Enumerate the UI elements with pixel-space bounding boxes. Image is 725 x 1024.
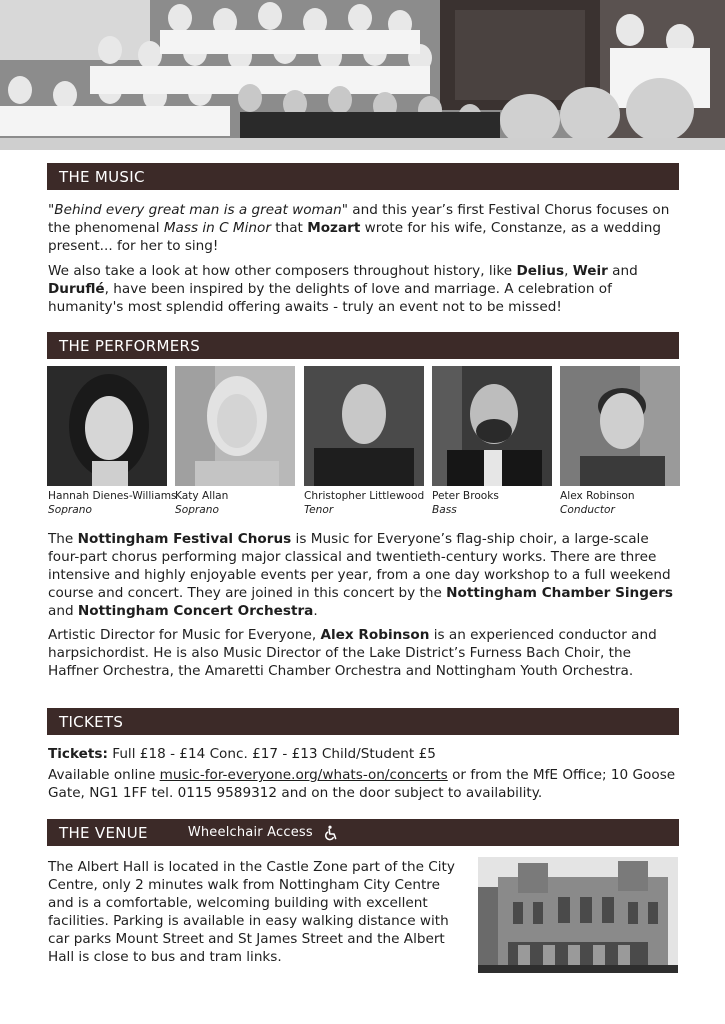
about-director-paragraph	[48, 626, 680, 680]
text-run: and	[607, 263, 638, 279]
performer-photo-hannah	[47, 366, 167, 486]
text-run: Tickets:	[48, 746, 108, 762]
performer-caption	[432, 489, 562, 517]
music-paragraph-1	[48, 201, 680, 255]
section-header-tickets	[47, 708, 679, 735]
section-title: THE VENUE	[59, 823, 148, 842]
text-run: Mozart	[307, 220, 361, 236]
text-run: "Behind every great man is a great woman"	[48, 202, 348, 218]
performer-name: Katy Allan	[175, 490, 229, 502]
concerts-link[interactable]: music-for-everyone.org/whats-on/concerts	[159, 767, 448, 783]
performer-name: Alex Robinson	[560, 490, 635, 502]
text-run: Nottingham Festival Chorus	[77, 531, 292, 547]
text-run: Nottingham Chamber Singers	[446, 585, 673, 601]
performer-caption	[48, 489, 178, 517]
performer-role: Soprano	[175, 504, 219, 516]
text-run: is an experienced conductor and harpsichordist. He is also Music Director of the Lake District’s Furness Bach Choir, the Haffner Orchestra, the Amaretti Chamber Orchestra and Nottingham Youth Orchestra.	[48, 627, 657, 679]
performer-role: Tenor	[304, 504, 334, 516]
text-run: Alex Robinson	[320, 627, 430, 643]
venue-description: The Albert Hall is located in the Castle Zone part of the City Centre, only 2 minutes walk from Nottingham City Centre and is a comfortable, welcoming building with excellent facilities. Parking is available in easy walking distance with car parks Mount Street and St James Street and the Albert Hall is close to bus and tram links.	[48, 859, 455, 965]
performer-name: Peter Brooks	[432, 490, 499, 502]
performer-name: Hannah Dienes-Williams	[48, 490, 177, 502]
performer-name: Christopher Littlewood	[304, 490, 425, 502]
music-paragraph-2	[48, 262, 680, 316]
text-run: Mass in C Minor	[163, 220, 271, 236]
performer-photo-katy	[175, 366, 295, 486]
text-run: Artistic Director for Music for Everyone,	[48, 627, 321, 643]
performer-caption	[175, 489, 305, 517]
text-run: We also take a look at how other composers throughout history, like	[48, 263, 517, 279]
choir-banner-photo	[0, 0, 725, 150]
text-run: Weir	[572, 263, 608, 279]
text-run: Available online	[48, 767, 160, 783]
text-run: Delius	[516, 263, 565, 279]
albert-hall-photo	[478, 857, 678, 973]
text-run: and this year’s first Festival Chorus focuses on the phenomenal	[48, 202, 670, 236]
section-header-music	[47, 163, 679, 190]
text-run: , have been inspired by the delights of love and marriage. A celebration of humanity's most splendid offering awaits - truly an event not to be missed!	[48, 281, 612, 315]
section-title: THE MUSIC	[59, 167, 145, 186]
text-run: wrote for his wife, Constanze, as a wedding present... for her to sing!	[48, 220, 661, 254]
performer-role: Bass	[432, 504, 457, 516]
text-run: The	[48, 531, 78, 547]
section-title: THE PERFORMERS	[59, 336, 201, 355]
text-run: Full £18 - £14 Conc. £17 - £13 Child/Student £5	[107, 746, 436, 762]
wheelchair-icon	[323, 825, 339, 841]
performer-photo-christopher	[304, 366, 424, 486]
section-title: TICKETS	[59, 712, 124, 731]
performer-role: Soprano	[48, 504, 92, 516]
performer-caption	[304, 489, 434, 517]
ticket-availability	[48, 766, 680, 802]
text-run: is Music for Everyone’s flag-ship choir, a large-scale four-part chorus performing major classical and twentieth-century works. There are three intensive and highly enjoyable events per year, from a one day workshop to a full weekend course and concert. They are joined in this concert by the	[48, 531, 671, 601]
text-run: and	[48, 603, 78, 619]
performer-caption	[560, 489, 690, 517]
section-header-performers	[47, 332, 679, 359]
ticket-prices	[48, 745, 680, 763]
performer-photo-peter	[432, 366, 552, 486]
text-run: Duruflé	[48, 281, 105, 297]
text-run: ,	[564, 263, 573, 279]
text-run: .	[313, 603, 318, 619]
text-run: or from the MfE Office; 10 Goose Gate, NG1 1FF tel. 0115 9589312 and on the door subject to availability.	[48, 767, 676, 801]
wheelchair-access-label: Wheelchair Access	[187, 825, 313, 840]
performer-role: Conductor	[560, 504, 615, 516]
section-header-venue	[47, 819, 679, 846]
text-run: that	[270, 220, 308, 236]
text-run: Nottingham Concert Orchestra	[77, 603, 314, 619]
about-chorus-paragraph	[48, 530, 680, 620]
performer-photo-alex	[560, 366, 680, 486]
